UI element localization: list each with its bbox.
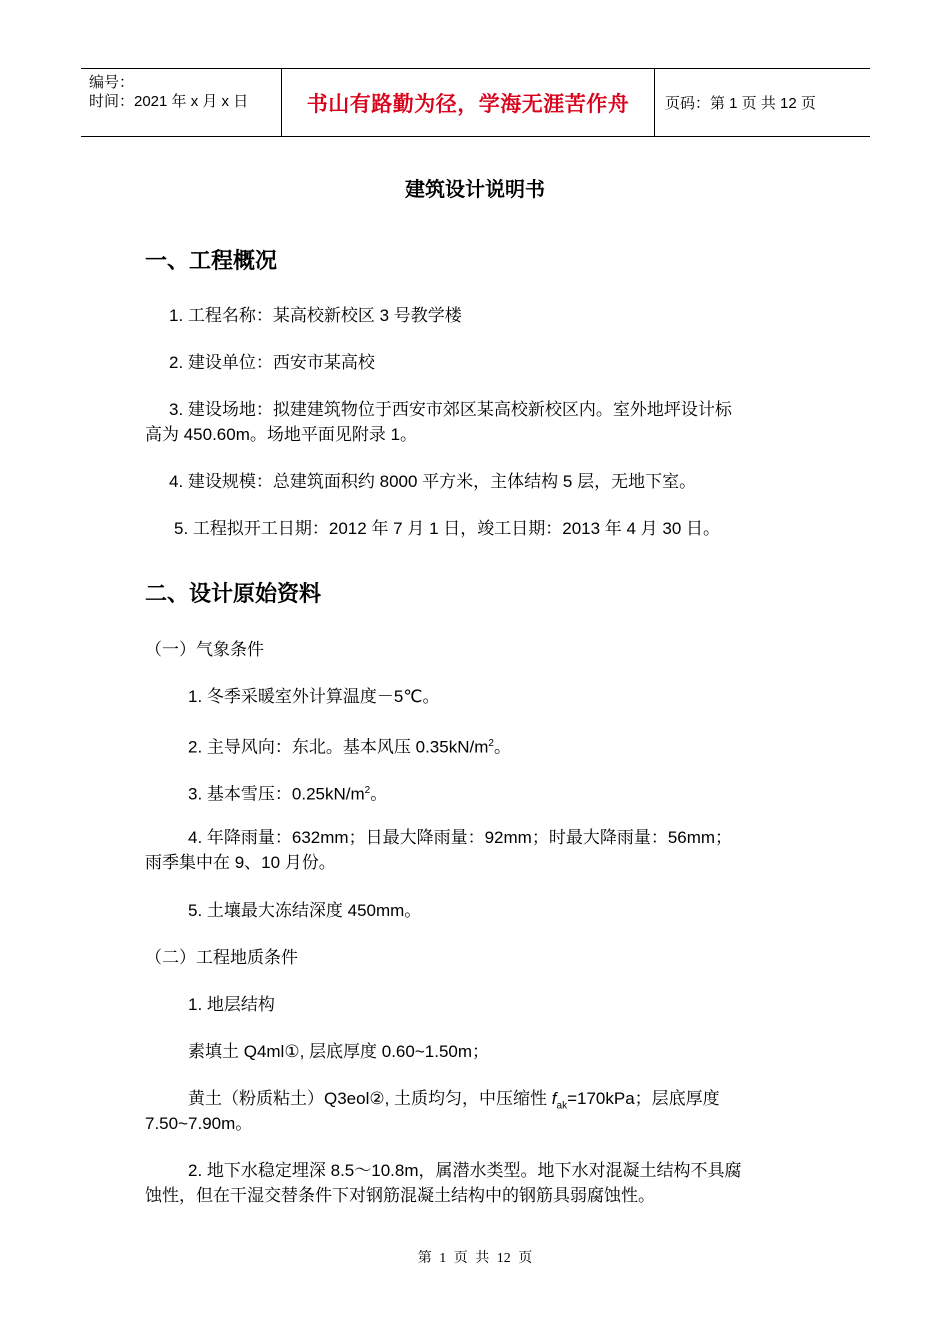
header-table: [81, 68, 870, 137]
weather-item-4-cont: 雨季集中在 9、10 月份。: [145, 853, 336, 872]
weather-item-2: [188, 731, 848, 760]
geology-layer-2-end: =170kPa；层底厚度: [567, 1089, 720, 1108]
subsection-geology: （二）工程地质条件: [145, 948, 298, 967]
overview-item-4: 4. 建设规模：总建筑面积约 8000 平方米，主体结构 5 层，无地下室。: [169, 472, 697, 491]
subscript: ak: [556, 1100, 568, 1112]
overview-item-3-cont: 高为 450.60m。场地平面见附录 1。: [145, 425, 418, 444]
weather-item-3-end: 。: [370, 784, 388, 804]
motto: 书山有路勤为径，学海无涯苦作舟: [281, 69, 655, 136]
page-footer: 第 1 页 共 12 页: [417, 1251, 533, 1266]
overview-item-5: 5. 工程拟开工日期：2012 年 7 月 1 日，竣工日期：2013 年 4 月 30 日。: [174, 519, 721, 538]
weather-item-3-text: 3. 基本雪压：0.25kN/m: [188, 784, 365, 804]
time-label: 时间：2021 年 x 月 x 日: [89, 93, 249, 110]
symbol-f: f: [551, 1089, 557, 1108]
weather-item-1: 1. 冬季采暖室外计算温度－5℃。: [188, 687, 440, 706]
section-heading-overview: 一、工程概况: [145, 248, 278, 273]
subsection-weather: （一）气象条件: [145, 640, 264, 659]
weather-item-3: [188, 778, 848, 807]
overview-item-2: 2. 建设单位：西安市某高校: [169, 353, 375, 372]
geology-item-1: 1. 地层结构: [188, 995, 275, 1014]
geology-layer-2-text: 黄土（粉质粘土）Q3eol②, 土质均匀，中压缩性: [188, 1089, 552, 1108]
geology-layer-2-cont: 7.50~7.90m。: [145, 1114, 253, 1133]
geology-item-2: 2. 地下水稳定埋深 8.5～10.8m，属潜水类型。地下水对混凝土结构不具腐: [188, 1161, 742, 1180]
overview-item-1: 1. 工程名称：某高校新校区 3 号教学楼: [169, 306, 462, 325]
weather-item-2-text: 2. 主导风向：东北。基本风压 0.35kN/m: [188, 737, 489, 757]
weather-item-4: 4. 年降雨量：632mm；日最大降雨量：92mm；时最大降雨量：56mm；: [188, 828, 733, 847]
page-label: 页码：第 1 页 共 12 页: [665, 95, 816, 112]
weather-item-2-end: 。: [493, 737, 511, 757]
geology-item-2-cont: 蚀性，但在干湿交替条件下对钢筋混凝土结构中的钢筋具弱腐蚀性。: [145, 1186, 655, 1205]
superscript: 2: [364, 785, 371, 796]
document-title: 建筑设计说明书: [405, 179, 545, 201]
number-label: 编号：: [89, 74, 135, 91]
overview-item-3: 3. 建设场地：拟建建筑物位于西安市郊区某高校新校区内。室外地坪设计标: [169, 400, 732, 419]
weather-item-5: 5. 土壤最大冻结深度 450mm。: [188, 901, 422, 920]
superscript: 2: [488, 738, 494, 749]
header-meta: [81, 69, 281, 136]
section-heading-design-data: 二、设计原始资料: [145, 581, 322, 606]
geology-layer-1: 素填土 Q4ml①, 层底厚度 0.60~1.50m；: [188, 1042, 490, 1061]
